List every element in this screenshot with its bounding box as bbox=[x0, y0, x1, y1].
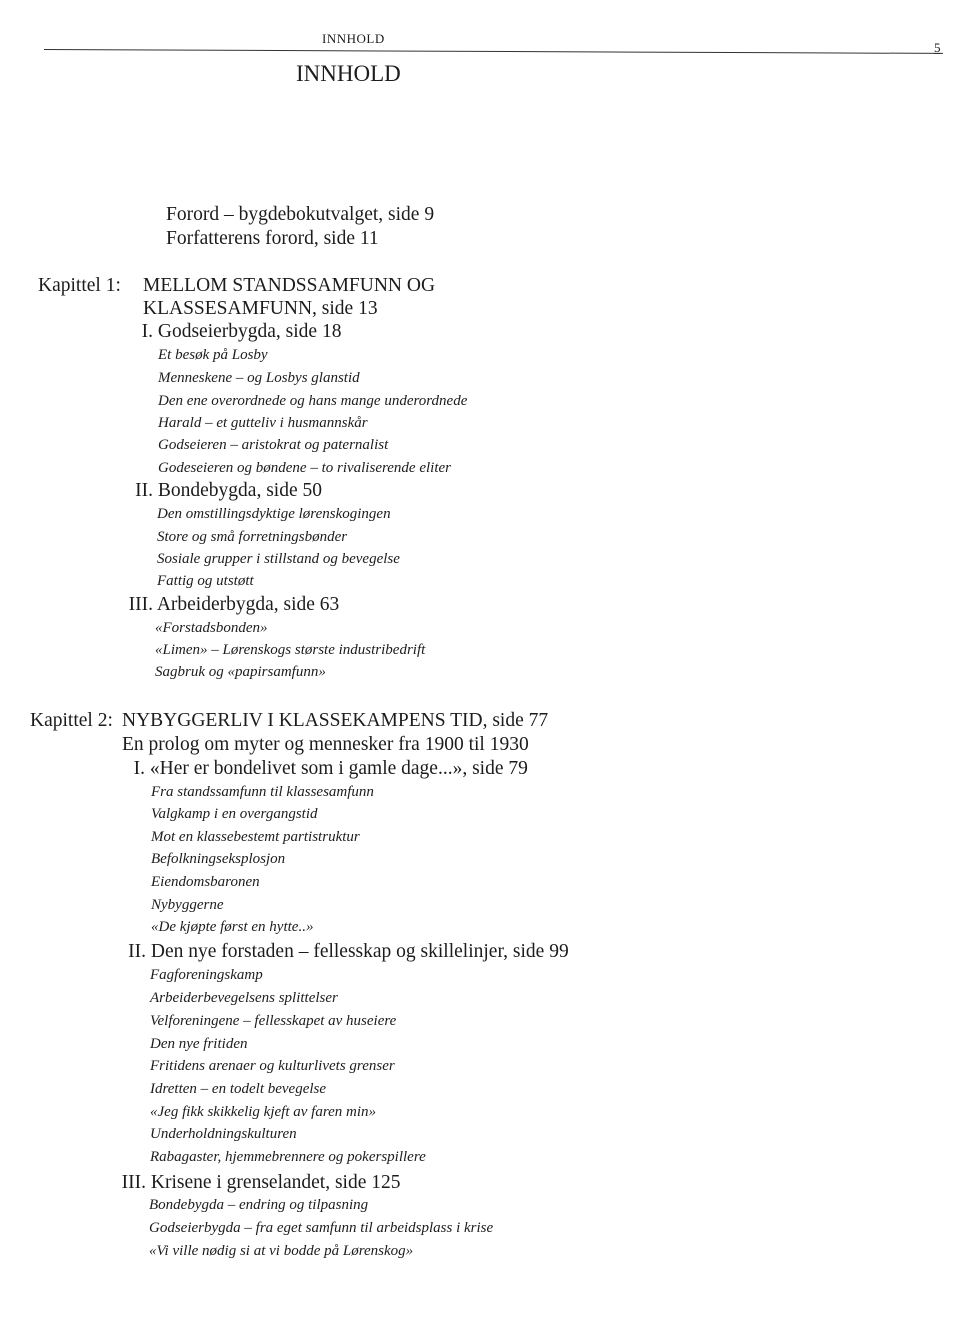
chapter-2-title-line1: NYBYGGERLIV I KLASSEKAMPENS TID, side 77 bbox=[122, 710, 549, 731]
chapter-1-title-line1: MELLOM STANDSSAMFUNN OG bbox=[143, 275, 436, 296]
toc-subitem: Arbeiderbevegelsens splittelser bbox=[150, 990, 338, 1006]
toc-subitem: Rabagaster, hjemmebrennere og pokerspillere bbox=[150, 1149, 426, 1165]
section-number: III. bbox=[128, 594, 153, 615]
header-rule bbox=[44, 49, 943, 54]
toc-subitem: Idretten – en todelt bevegelse bbox=[150, 1081, 327, 1097]
toc-subitem: Sosiale grupper i stillstand og bevegelse bbox=[157, 551, 400, 567]
toc-subitem: Valgkamp i en overgangstid bbox=[151, 806, 318, 822]
toc-subitem: Godseierbygda – fra eget samfunn til arbeidsplass i krise bbox=[149, 1220, 494, 1236]
toc-subitem: Et besøk på Losby bbox=[158, 347, 268, 363]
chapter-2-section-1 bbox=[131, 758, 528, 780]
foreword-author: Forfatterens forord, side 11 bbox=[166, 228, 379, 249]
toc-subitem: Befolkningseksplosjon bbox=[151, 851, 286, 867]
toc-subitem: Fra standssamfunn til klassesamfunn bbox=[151, 784, 374, 800]
toc-subitem: Fritidens arenaer og kulturlivets grenser bbox=[150, 1058, 395, 1074]
chapter-2-title-line2: En prolog om myter og mennesker fra 1900 til 1930 bbox=[122, 734, 529, 755]
page-title: INNHOLD bbox=[296, 61, 401, 86]
toc-subitem: Sagbruk og «papirsamfunn» bbox=[155, 664, 326, 680]
toc-subitem: Den ene overordnede og hans mange underordnede bbox=[158, 393, 468, 409]
toc-subitem: Fagforeningskamp bbox=[150, 967, 263, 983]
toc-subitem: Bondebygda – endring og tilpasning bbox=[149, 1197, 369, 1213]
toc-subitem: Harald – et gutteliv i husmannskår bbox=[158, 415, 368, 431]
section-number: II. bbox=[128, 941, 146, 962]
chapter-1-section-2 bbox=[130, 480, 322, 502]
toc-subitem: «Forstadsbonden» bbox=[155, 620, 268, 636]
section-title: Bondebygda, side 50 bbox=[157, 480, 322, 501]
running-head: INNHOLD bbox=[322, 31, 385, 46]
toc-subitem: Den nye fritiden bbox=[150, 1036, 248, 1052]
section-number: III. bbox=[121, 1172, 146, 1193]
chapter-2-label: Kapittel 2: bbox=[30, 710, 113, 731]
section-number: I. bbox=[133, 758, 145, 779]
chapter-1-label: Kapittel 1: bbox=[38, 275, 121, 296]
section-number: I. bbox=[141, 321, 153, 342]
page-number: 5 bbox=[934, 40, 941, 55]
chapter-2-section-2 bbox=[123, 941, 569, 963]
toc-subitem: Godseieren – aristokrat og paternalist bbox=[158, 437, 389, 453]
section-title: Godseierbygda, side 18 bbox=[157, 321, 342, 342]
toc-subitem: «Limen» – Lørenskogs største industribedrift bbox=[155, 642, 426, 658]
toc-subitem: Godeseieren og bøndene – to rivaliserende eliter bbox=[158, 460, 451, 476]
toc-subitem: Fattig og utstøtt bbox=[157, 573, 254, 589]
toc-subitem: Nybyggerne bbox=[151, 897, 224, 913]
section-title: Den nye forstaden – fellesskap og skillelinjer, side 99 bbox=[150, 941, 569, 962]
toc-subitem: «Vi ville nødig si at vi bodde på Lørenskog» bbox=[149, 1243, 414, 1259]
toc-subitem: Velforeningene – fellesskapet av huseiere bbox=[150, 1013, 397, 1029]
section-title: «Her er bondelivet som i gamle dage...», side 79 bbox=[149, 758, 528, 779]
toc-subitem: Menneskene – og Losbys glanstid bbox=[158, 370, 360, 386]
section-title: Arbeiderbygda, side 63 bbox=[156, 594, 340, 615]
chapter-1-section-3 bbox=[122, 594, 339, 616]
toc-subitem: «De kjøpte først en hytte..» bbox=[151, 919, 314, 935]
toc-subitem: «Jeg fikk skikkelig kjeft av faren min» bbox=[150, 1104, 377, 1120]
toc-subitem: Eiendomsbaronen bbox=[151, 874, 260, 890]
section-title: Krisene i grenselandet, side 125 bbox=[150, 1172, 401, 1193]
toc-subitem: Store og små forretningsbønder bbox=[157, 529, 348, 545]
chapter-2-section-3 bbox=[115, 1172, 401, 1194]
toc-subitem: Underholdningskulturen bbox=[150, 1126, 297, 1142]
section-number: II. bbox=[135, 480, 153, 501]
foreword-bygdebokutvalget: Forord – bygdebokutvalget, side 9 bbox=[166, 204, 435, 225]
toc-subitem: Mot en klassebestemt partistruktur bbox=[151, 829, 360, 845]
toc-subitem: Den omstillingsdyktige lørenskogingen bbox=[157, 506, 391, 522]
chapter-1-title-line2: KLASSESAMFUNN, side 13 bbox=[143, 298, 378, 319]
chapter-1-section-1 bbox=[139, 321, 341, 343]
